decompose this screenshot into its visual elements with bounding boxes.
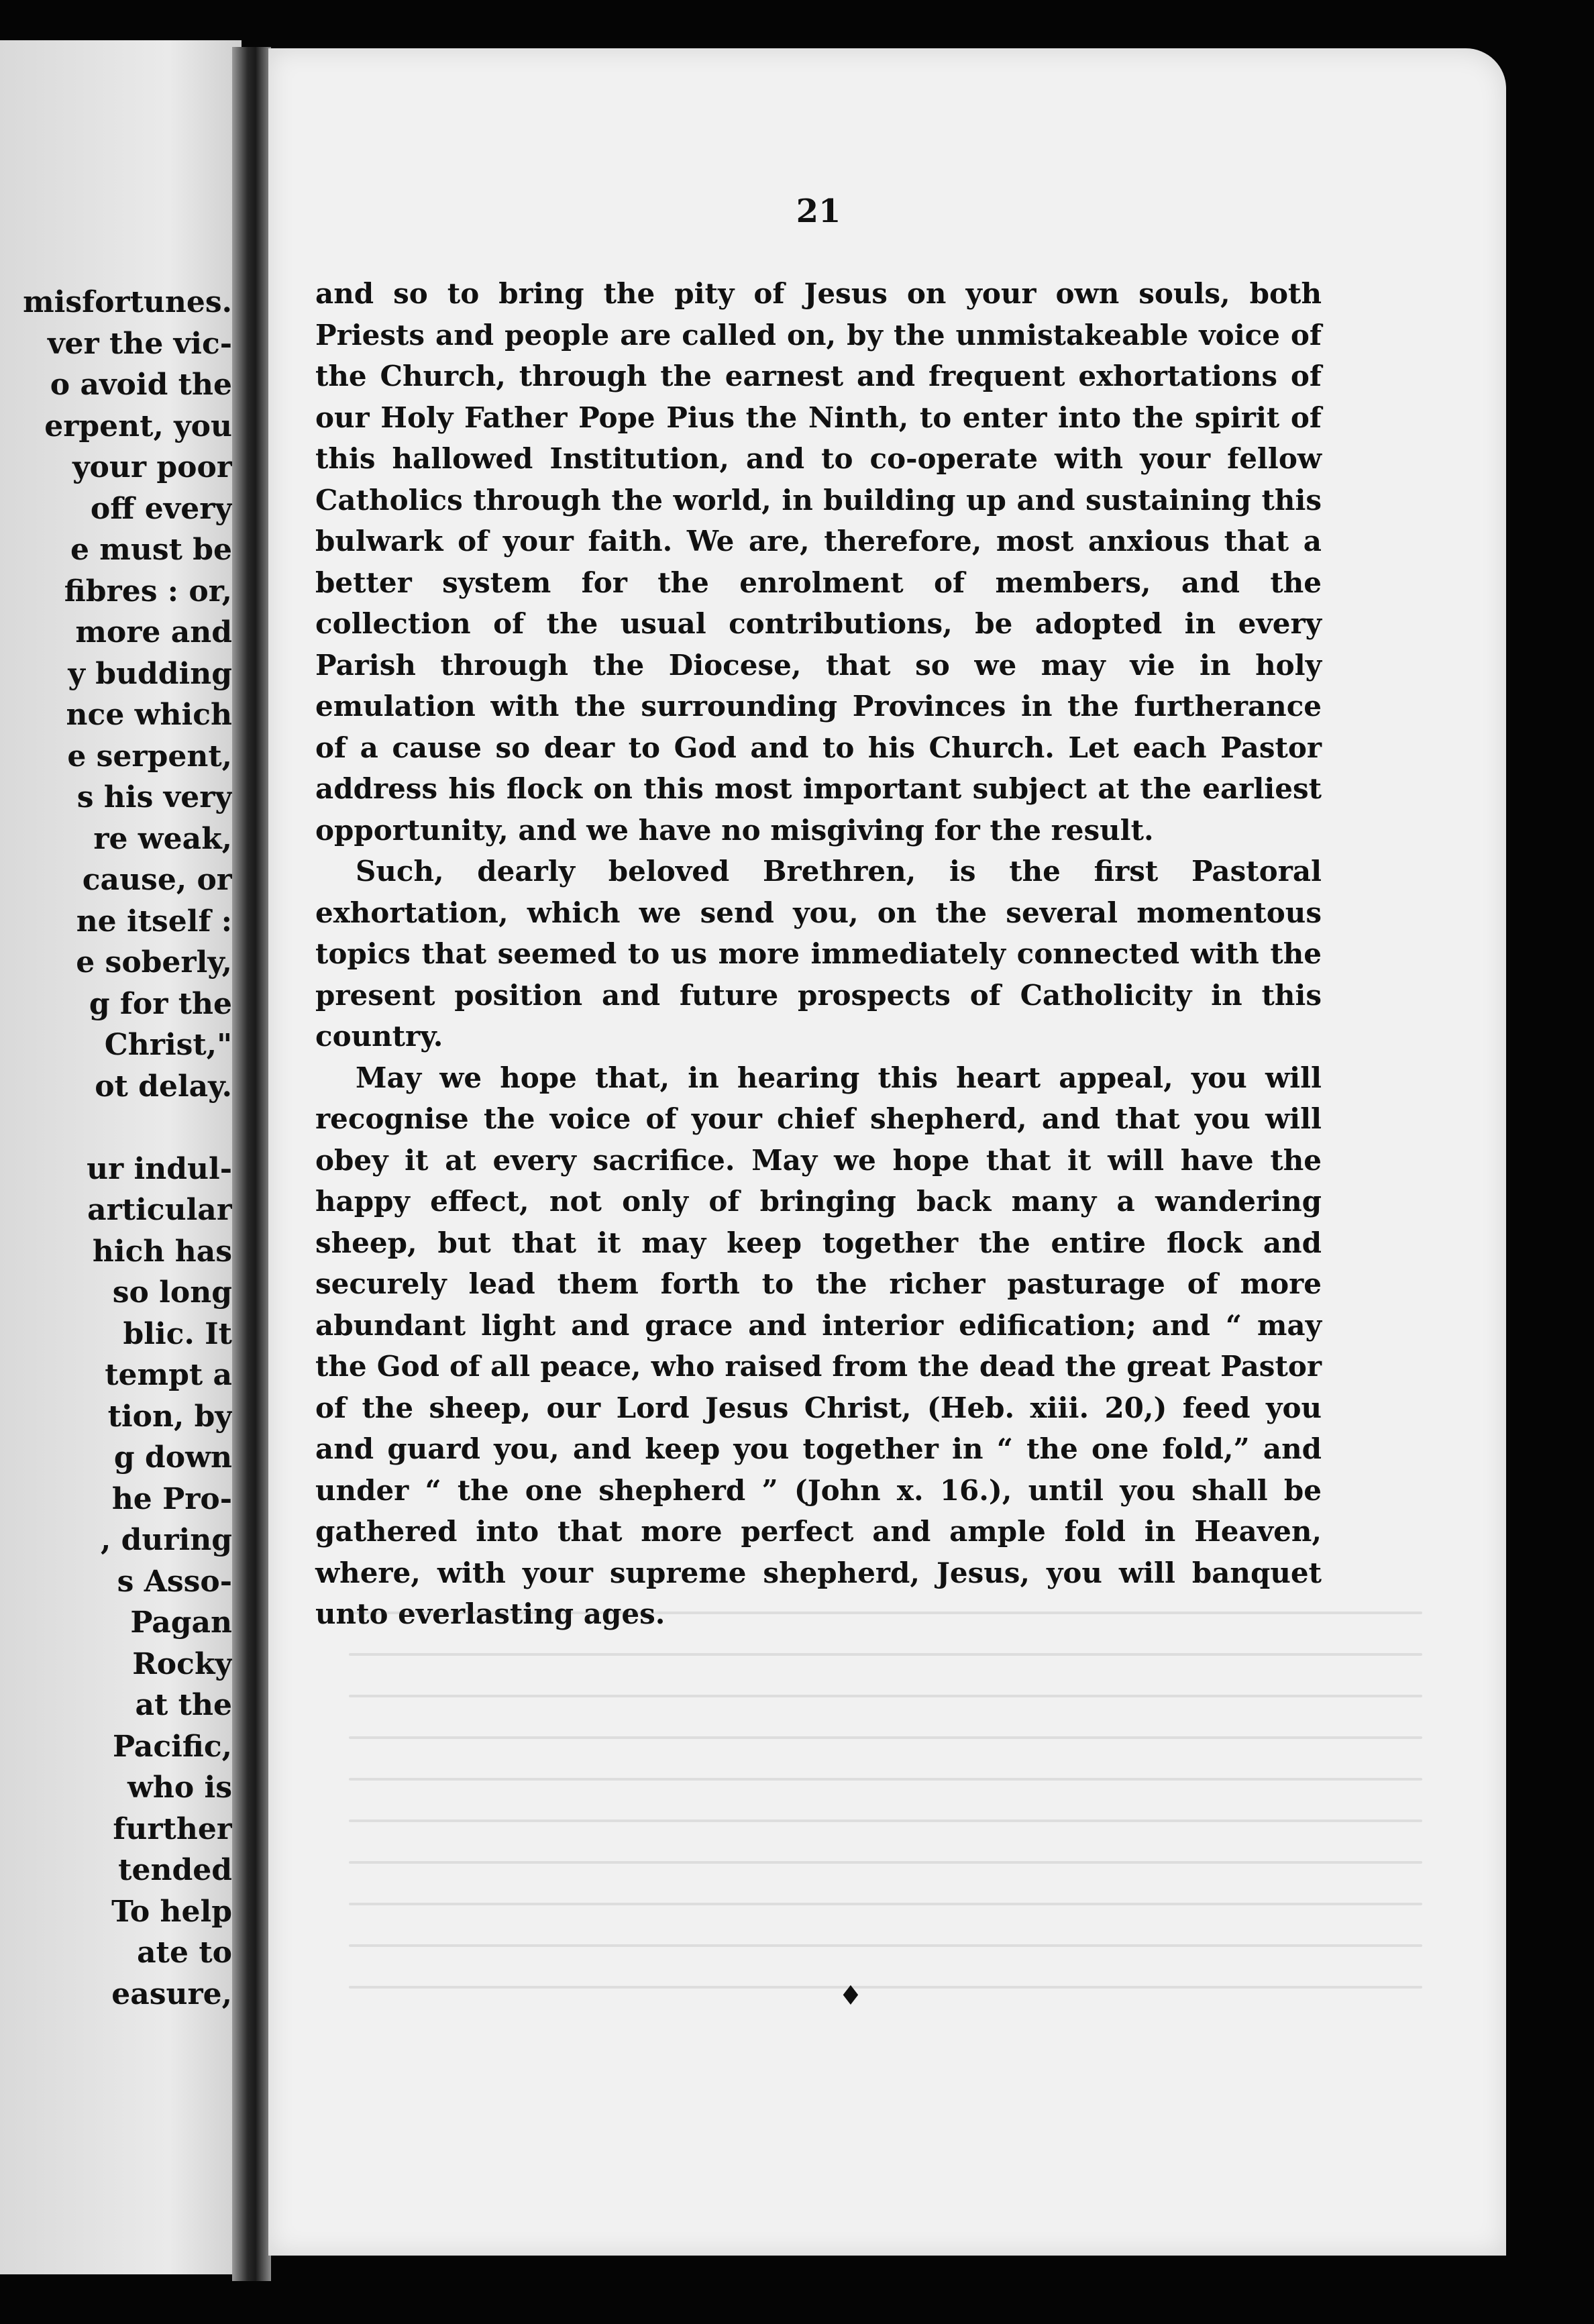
previous-page-text — [23, 282, 232, 2015]
previous-page-line: o avoid the — [50, 368, 232, 402]
previous-page-line — [23, 1107, 232, 1149]
previous-page-line: , during — [100, 1523, 232, 1557]
paragraph-continuation: and so to bring the pity of Jesus on your own souls, both Priests and people are called on, by the unmistakeable voice of the Church, through the earnest and frequent exhortations of our Holy Father Pope Pius the Ninth, to enter into the spirit of this hallowed Institution, and to co-operate with your fellow Catholics through the world, in building up and sustaining this bulwark of your faith. We are, therefore, most anxious that a better system for the enrolment of members, and the collection of the usual contributions, be adopted in every Parish through the Diocese, that so we may vie in holy emulation with the surrounding Provinces in the furtherance of a cause so dear to God and to his Church. Let each Pastor address his flock on this most important subject at the earliest opportunity, and we have no misgiving for the result. — [315, 277, 1322, 847]
previous-page-line: Pagan — [130, 1605, 232, 1640]
previous-page-line: nce which — [66, 698, 232, 732]
paragraph-exhortation: Such, dearly beloved Brethren, is the first Pastoral exhortation, which we send you, on the several momentous topics that seemed to us more immediately connected with the present position and future prospects of Catholicity in this country. — [315, 855, 1322, 1053]
previous-page-line: e serpent, — [67, 739, 232, 774]
book-gutter — [232, 47, 271, 2281]
previous-page-line: Pacific, — [112, 1729, 232, 1764]
previous-page-line: blic. It — [123, 1316, 232, 1351]
previous-page-line: he Pro- — [111, 1481, 232, 1516]
previous-page-line: tended — [118, 1853, 232, 1887]
previous-page-line: e soberly, — [76, 945, 232, 980]
previous-page-line: fibres : or, — [64, 574, 232, 609]
previous-page-line: cause, or — [82, 863, 232, 897]
previous-page-line: tion, by — [107, 1399, 232, 1434]
current-page — [268, 48, 1506, 2256]
previous-page-line: Rocky — [132, 1646, 232, 1681]
previous-page-line: re weak, — [93, 821, 232, 856]
previous-page-line: e must be — [70, 533, 232, 567]
previous-page-line: g down — [113, 1440, 232, 1475]
previous-page-line: off every — [90, 491, 232, 526]
previous-page-line: your poor — [72, 450, 232, 484]
previous-page-line: ne itself : — [76, 904, 232, 939]
previous-page-line: misfortunes. — [23, 285, 232, 319]
previous-page-line: articular — [87, 1193, 232, 1227]
page-body — [315, 273, 1322, 1635]
previous-page-line: who is — [127, 1771, 232, 1805]
previous-page-line: further — [113, 1811, 232, 1846]
previous-page-line: ver the vic- — [47, 326, 232, 361]
previous-page-line: s Asso- — [117, 1564, 232, 1599]
previous-page-line: s his very — [76, 780, 232, 814]
previous-page-line: ot delay. — [95, 1069, 232, 1104]
page-number: 21 — [796, 193, 841, 230]
previous-page-line: easure, — [111, 1976, 232, 2011]
previous-page-line: tempt a — [105, 1358, 232, 1392]
previous-page-line: erpent, you — [44, 409, 232, 443]
previous-page-line: ur indul- — [87, 1151, 232, 1186]
previous-page-line: To help — [111, 1894, 232, 1929]
previous-page-line: g for the — [89, 986, 232, 1021]
previous-page-line: ate to — [137, 1936, 232, 1970]
bleed-through-text — [349, 1612, 1422, 2081]
paragraph-closing-appeal: May we hope that, in hearing this heart appeal, you will recognise the voice of your chief shepherd, and that you will obey it at every sacrifice. May we hope that it will have the happy effect, not only of bringing back many a wandering sheep, but that it may keep together the entire flock and securely lead them forth to the richer pasturage of more abundant light and grace and interior edification; and “ may the God of all peace, who raised from the dead the great Pastor of the sheep, our Lord Jesus Christ, (Heb. xiii. 20,) feed you and guard you, and keep you together in “ the one fold,” and under “ the one shepherd ” (John x. 16.), until you shall be gathered into that more perfect and ample fold in Heaven, where, with your supreme shepherd, Jesus, you will banquet unto everlasting ages. — [315, 1061, 1322, 1630]
previous-page-line: y budding — [68, 656, 232, 691]
previous-page-line: so long — [112, 1275, 232, 1310]
previous-page-fragment — [0, 40, 242, 2274]
previous-page-line: more and — [75, 615, 232, 649]
previous-page-line: at the — [135, 1688, 232, 1722]
page-ornament: ♦ — [839, 1980, 863, 2011]
previous-page-line: hich has — [92, 1234, 232, 1269]
previous-page-line: Christ," — [104, 1028, 232, 1062]
